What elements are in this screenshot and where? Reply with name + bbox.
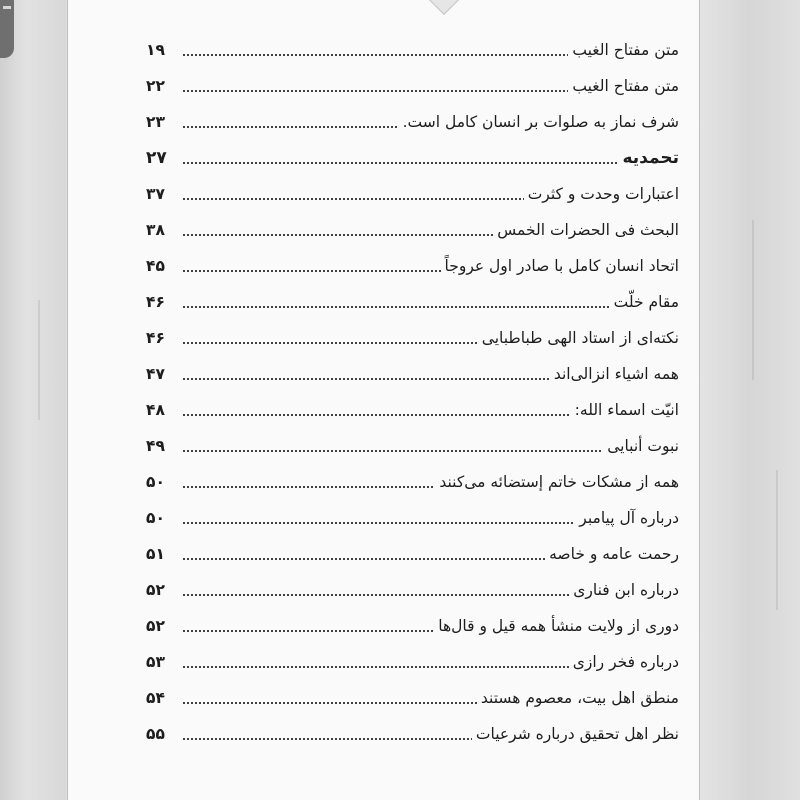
toc-entry[interactable] — [146, 32, 679, 68]
toc-entry[interactable] — [146, 608, 679, 644]
toc-entry-title: درباره فخر رازی — [572, 653, 679, 671]
toc-entry-page-number: ۴۶ — [146, 293, 165, 311]
dot-leader — [182, 666, 569, 668]
toc-entry-page-number: ۵۰ — [146, 509, 165, 527]
toc-entry-page-number: ۴۷ — [146, 365, 165, 383]
toc-entry-title: متن مفتاح الغیب — [572, 41, 679, 59]
toc-entry-page-number: ۲۲ — [146, 77, 165, 95]
toc-entry[interactable] — [146, 716, 679, 752]
dot-leader — [182, 558, 545, 560]
dot-leader — [182, 630, 434, 632]
toc-entry-page-number: ۲۷ — [146, 148, 167, 168]
toc-entry-page-number: ۵۴ — [146, 689, 165, 707]
toc-entry[interactable] — [146, 320, 679, 356]
dot-leader — [182, 522, 575, 524]
toc-entry[interactable] — [146, 284, 679, 320]
toc-entry-title: البحث فی الحضرات الخمس — [497, 221, 679, 239]
toc-entry[interactable] — [146, 104, 679, 140]
background-streak — [752, 220, 754, 380]
toc-entry[interactable] — [146, 464, 679, 500]
toc-entry-page-number: ۳۸ — [146, 221, 165, 239]
left-background — [0, 0, 66, 800]
toc-entry-page-number: ۵۲ — [146, 617, 165, 635]
dot-leader — [182, 702, 477, 704]
toc-entry[interactable] — [146, 536, 679, 572]
toc-entry[interactable] — [146, 500, 679, 536]
background-streak — [38, 300, 40, 420]
toc-entry-title: رحمت عامه و خاصه — [549, 545, 679, 563]
dot-leader — [182, 90, 568, 92]
dot-leader — [182, 594, 569, 596]
dot-leader — [182, 414, 571, 416]
book-page — [67, 0, 700, 800]
toc-entry-title: شرف نماز به صلوات بر انسان کامل است. — [402, 113, 679, 131]
toc-entry-title: تحمدیه — [622, 148, 679, 168]
toc-entry-title: درباره ابن فناری — [573, 581, 679, 599]
toc-entry-page-number: ۳۷ — [146, 185, 165, 203]
page-notch — [427, 0, 461, 15]
toc-entry[interactable] — [146, 212, 679, 248]
toc-entry-page-number: ۴۵ — [146, 257, 165, 275]
dot-leader — [182, 450, 603, 452]
dot-leader — [182, 378, 550, 380]
toc-entry-title: نظر اهل تحقیق درباره شرعیات — [475, 725, 679, 743]
toc-entry-page-number: ۵۵ — [146, 725, 165, 743]
dot-leader — [182, 126, 399, 128]
right-background — [700, 0, 800, 800]
toc-entry-title: همه از مشکات خاتم إستضائه می‌کنند — [439, 473, 679, 491]
toc-entry-title: اعتبارات وحدت و کثرت — [527, 185, 679, 203]
dot-leader — [182, 198, 524, 200]
toc-entry[interactable] — [146, 680, 679, 716]
dot-leader — [182, 234, 493, 236]
toc-entry-page-number: ۲۳ — [146, 113, 165, 131]
dot-leader — [182, 162, 618, 164]
toc-entry-title: همه اشیاء انزالی‌اند — [553, 365, 679, 383]
toc-entry-title: نبوت أنبایی — [607, 437, 679, 455]
toc-entry-title: منطق اهل بیت، معصوم هستند — [480, 689, 679, 707]
toc-entry-title: اتحاد انسان کامل با صادر اول عروجاً — [444, 257, 679, 275]
toc-entry[interactable] — [146, 428, 679, 464]
toc-entry-page-number: ۵۱ — [146, 545, 165, 563]
dot-leader — [182, 738, 472, 740]
toc-entry-page-number: ۴۸ — [146, 401, 165, 419]
toc-entry-title: مقام خلّت — [613, 293, 679, 311]
toc-entry[interactable] — [146, 140, 679, 176]
toc-entry[interactable] — [146, 392, 679, 428]
corner-tab — [0, 0, 14, 58]
toc-entry[interactable] — [146, 356, 679, 392]
toc-entry-page-number: ۴۹ — [146, 437, 165, 455]
toc-entry[interactable] — [146, 68, 679, 104]
toc-entry[interactable] — [146, 248, 679, 284]
background-streak — [776, 470, 778, 610]
toc-entry[interactable] — [146, 176, 679, 212]
dot-leader — [182, 54, 568, 56]
toc-entry-title: انیّت اسماء الله: — [574, 401, 679, 419]
toc-entry-page-number: ۵۲ — [146, 581, 165, 599]
toc-entry-title: درباره آل پیامبر — [579, 509, 679, 527]
dot-leader — [182, 306, 610, 308]
dot-leader — [182, 342, 478, 344]
toc-entry-title: متن مفتاح الغیب — [572, 77, 679, 95]
toc-entry[interactable] — [146, 644, 679, 680]
toc-entry-title: دوری از ولایت منشأ همه قیل و قال‌ها — [438, 617, 679, 635]
table-of-contents — [146, 32, 679, 752]
dot-leader — [182, 270, 441, 272]
toc-entry[interactable] — [146, 572, 679, 608]
dot-leader — [182, 486, 435, 488]
toc-entry-page-number: ۱۹ — [146, 41, 165, 59]
toc-entry-title: نکته‌ای از استاد الهی طباطبایی — [481, 329, 679, 347]
toc-entry-page-number: ۵۰ — [146, 473, 165, 491]
toc-entry-page-number: ۴۶ — [146, 329, 165, 347]
toc-entry-page-number: ۵۳ — [146, 653, 165, 671]
